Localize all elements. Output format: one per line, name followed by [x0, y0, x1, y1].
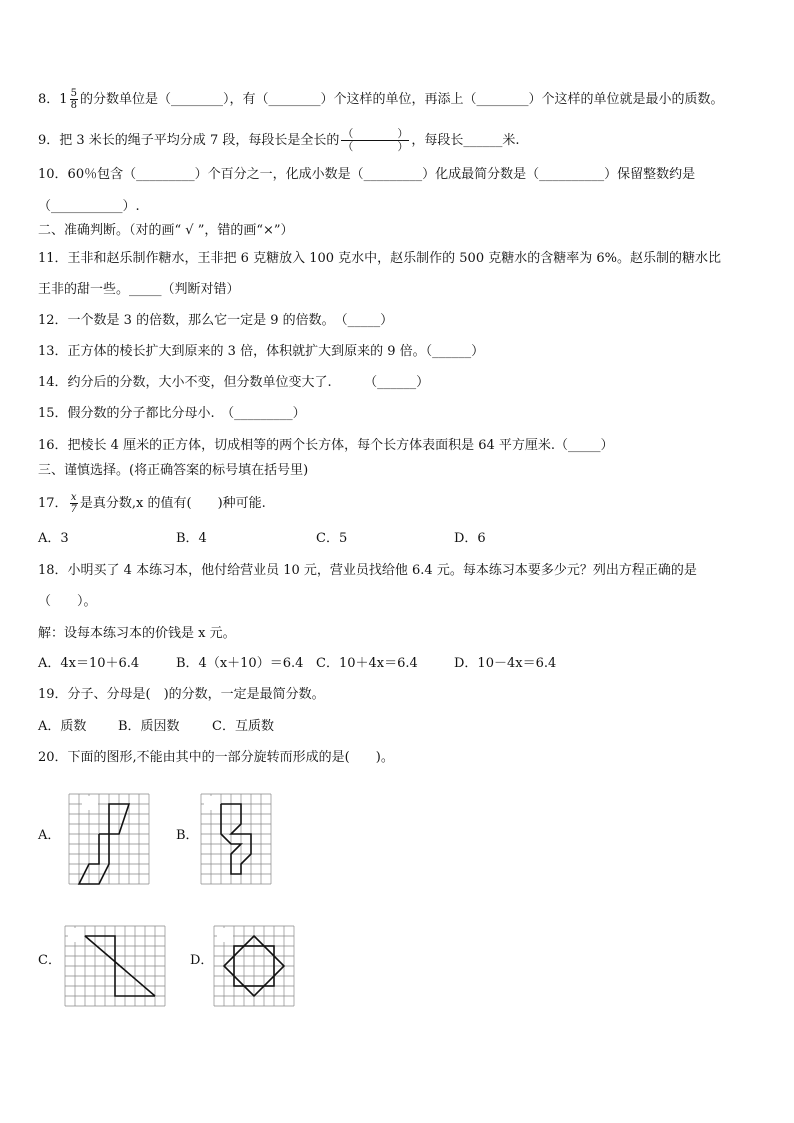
q18-option-a: A．4x＝10＋6.4 — [38, 656, 140, 671]
q20-label-a: A． — [38, 828, 61, 843]
q20-figure-a — [68, 793, 150, 885]
question-12: 12．一个数是 3 的倍数，那么它一定是 9 的倍数。 （_____） — [38, 313, 394, 328]
question-18-line-1: 18．小明买了 4 本练习本，他付给营业员 10 元，营业员找给他 6.4 元。每本练习本要多少元？列出方程正确的是 — [38, 563, 697, 578]
blank-fraction: $\frac{( )}{( )}$ — [342, 127, 409, 153]
q20-label-d: D． — [190, 953, 214, 968]
question-14: 14．约分后的分数，大小不变，但分数单位变大了. （______） — [38, 375, 430, 390]
question-11-line-1: 11．王非和赵乐制作糖水，王非把 6 克糖放入 100 克水中，赵乐制作的 500 克糖水的含糖率为 6%。赵乐制的糖水比 — [38, 251, 721, 266]
q19-option-c: C．互质数 — [212, 719, 274, 734]
question-9: 9．把 3 米长的绳子平均分成 7 段，每段长是全长的 $\frac{( )}{( )}$ ，每段长______米. — [38, 127, 520, 153]
question-16: 16．把棱长 4 厘米的正方体，切成相等的两个长方体，每个长方体表面积是 64 平方厘米.（_____） — [38, 438, 614, 453]
question-15: 15．假分数的分子都比分母小. （_________） — [38, 406, 306, 421]
section-2-heading: 二、准确判断。（对的画“ √ ”，错的画“×”） — [38, 223, 294, 238]
question-13: 13．正方体的棱长扩大到原来的 3 倍，体积就扩大到原来的 9 倍。（______） — [38, 344, 485, 359]
q17-option-b: B．4 — [176, 531, 207, 546]
q20-label-c: C． — [38, 953, 61, 968]
q17-option-d: D．6 — [454, 531, 486, 546]
question-10-line-1: 10．60％包含（_________）个百分之一，化成小数是（_________）化成最简分数是（__________）保留整数约是 — [38, 167, 696, 182]
question-20: 20．下面的图形,不能由其中的一部分旋转而形成的是( )。 — [38, 750, 394, 765]
fraction: $\frac{5}{8}$ — [70, 88, 77, 111]
q19-option-b: B．质因数 — [118, 719, 180, 734]
fraction: $\frac{x}{7}$ — [70, 492, 77, 515]
q19-option-a: A．质数 — [38, 719, 87, 734]
question-11-line-2: 王非的甜一些。_____（判断对错） — [38, 282, 240, 297]
question-17: 17． $\frac{x}{7}$ 是真分数,x 的值有( )种可能. — [38, 492, 266, 515]
q20-figure-d — [213, 925, 295, 1007]
q20-label-b: B． — [176, 828, 199, 843]
question-18-line-2: （ ）。 — [38, 594, 97, 609]
q18-option-d: D．10－4x＝6.4 — [454, 656, 557, 671]
section-3-heading: 三、谨慎选择。(将正确答案的标号填在括号里) — [38, 463, 309, 478]
mixed-number-whole: 1 — [59, 92, 68, 107]
q17-option-c: C．5 — [316, 531, 348, 546]
q20-figure-b — [200, 793, 272, 885]
question-10-line-2: （___________）. — [38, 199, 140, 214]
q17-option-a: A．3 — [38, 531, 69, 546]
q18-option-b: B．4（x＋10）＝6.4 — [176, 656, 304, 671]
question-8: 8．1 $\frac{5}{8}$ 的分数单位是（________），有（________）个这样的单位，再添上（________）个这样的单位就是最小的质数。 — [38, 88, 724, 111]
question-18-solution: 解：设每本练习本的价钱是 x 元。 — [38, 626, 236, 641]
q18-option-c: C．10＋4x＝6.4 — [316, 656, 418, 671]
question-19: 19．分子、分母是( )的分数，一定是最简分数。 — [38, 687, 325, 702]
q20-figure-c — [64, 925, 166, 1007]
